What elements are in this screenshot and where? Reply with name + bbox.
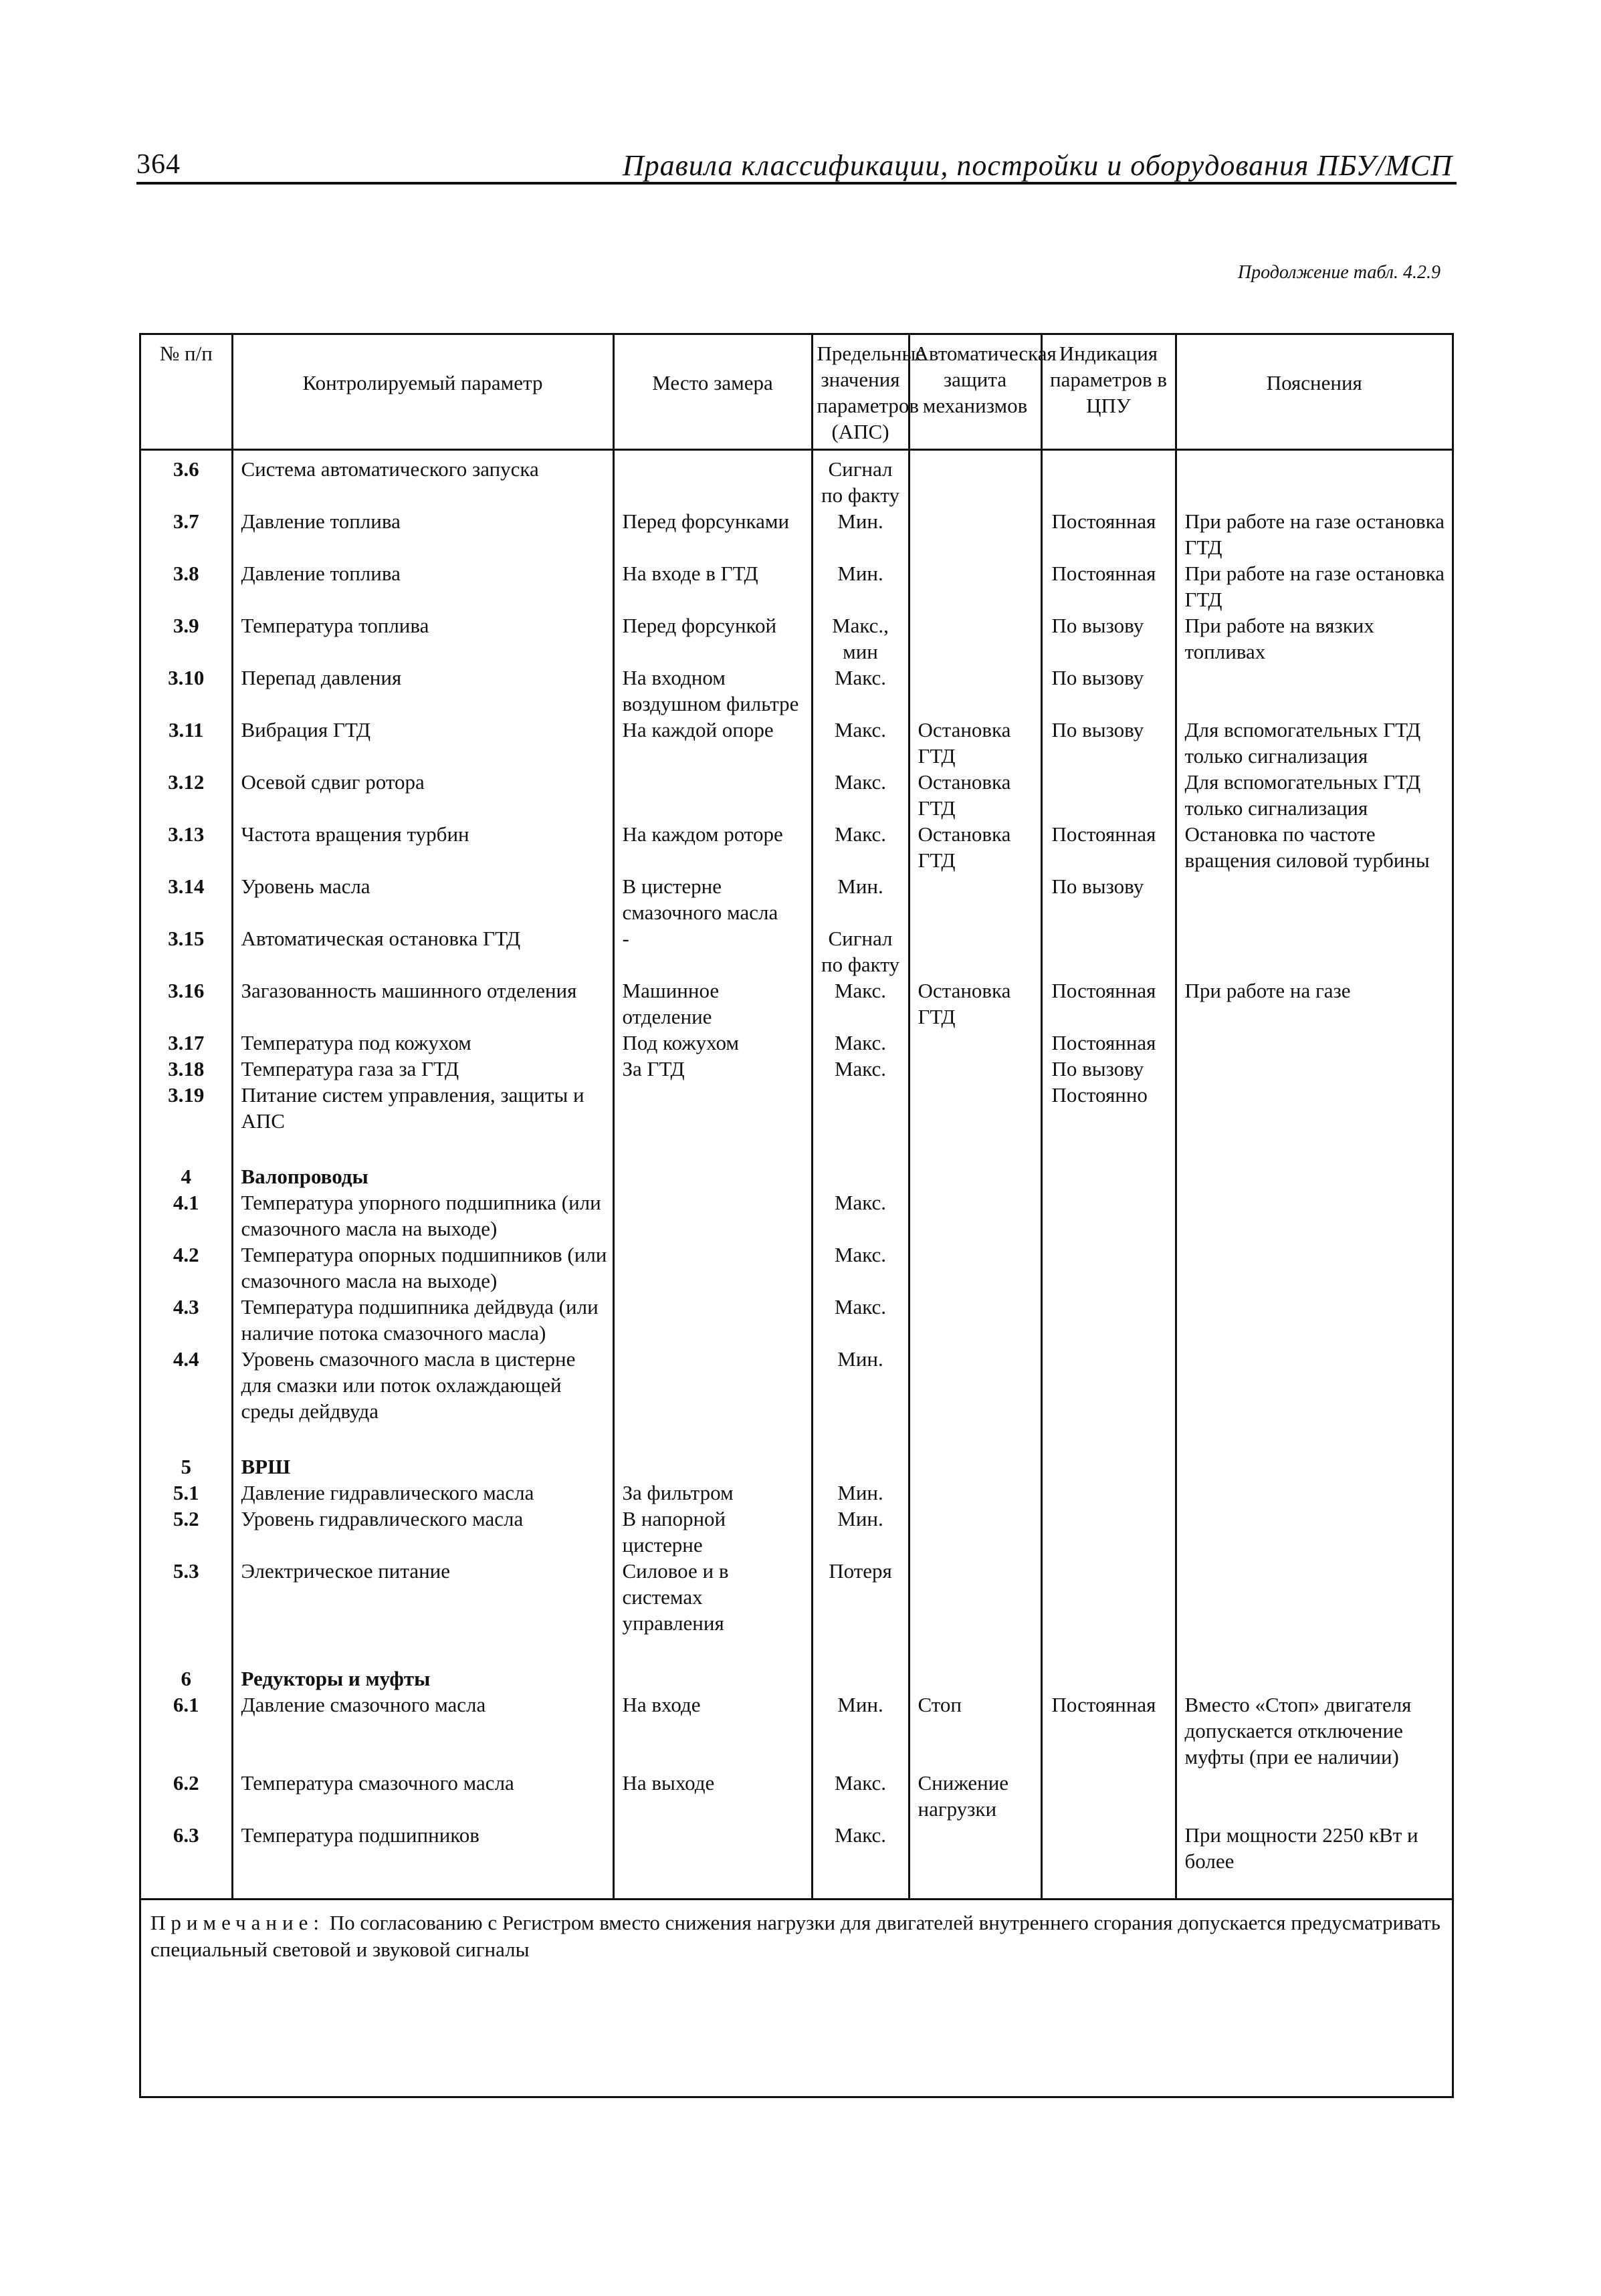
cell-num: 4.2	[141, 1242, 232, 1294]
cell-limit: Макс.	[812, 1030, 909, 1056]
cell-auto	[909, 1082, 1041, 1134]
table-row	[141, 1822, 1452, 1874]
spacer-cell	[141, 1424, 232, 1454]
cell-note: При работе на вязких топливах	[1184, 614, 1374, 663]
cell-limit: Мин.	[812, 873, 909, 925]
cell-limit: Мин.	[812, 1692, 909, 1770]
table-row	[141, 1770, 1452, 1822]
cell-place	[613, 1163, 812, 1189]
cell-auto	[909, 1346, 1041, 1424]
filler-cell	[141, 1874, 232, 1898]
table-row	[141, 1558, 1452, 1636]
spacer-cell	[1041, 1134, 1176, 1163]
cell-limit: Макс.	[812, 821, 909, 873]
cell-num: 3.11	[141, 717, 232, 769]
cell-param: Загазованность машинного отделения	[232, 978, 613, 1030]
cell-note: Для вспомогательных ГТД только сигнализация	[1184, 718, 1421, 768]
cell-limit: Мин.	[812, 508, 909, 560]
cell-place	[613, 1294, 812, 1346]
cell-ind	[1041, 1189, 1176, 1242]
cell-param: Питание систем управления, защиты и АПС	[232, 1082, 613, 1134]
cell-num: 3.9	[141, 612, 232, 665]
cell-note	[1176, 1056, 1452, 1082]
cell-auto: Остановка ГТД	[909, 821, 1041, 873]
cell-note	[1176, 1294, 1452, 1346]
cell-ind: Постоянная	[1041, 821, 1176, 873]
cell-auto	[909, 1163, 1041, 1189]
cell-param: Перепад давления	[232, 665, 613, 717]
header-rule	[136, 182, 1457, 185]
filler-cell	[812, 1874, 909, 1898]
table-row	[141, 1506, 1452, 1558]
cell-note: Вместо «Стоп» двигателя допускается отключение муфты (при ее наличии)	[1184, 1693, 1412, 1768]
table-row	[141, 925, 1452, 978]
cell-num: 3.18	[141, 1056, 232, 1082]
cell-ind: По вызову	[1041, 873, 1176, 925]
cell-param: Редукторы и муфты	[232, 1666, 613, 1692]
spacer-cell	[232, 1424, 613, 1454]
cell-place: Под кожухом	[613, 1030, 812, 1056]
table-row	[141, 873, 1452, 925]
cell-note	[1176, 873, 1452, 925]
cell-place	[613, 1082, 812, 1134]
cell-ind: По вызову	[1041, 1056, 1176, 1082]
cell-note	[1176, 1030, 1452, 1056]
cell-auto: Остановка ГТД	[909, 978, 1041, 1030]
spacer-cell	[232, 1636, 613, 1666]
cell-ind	[1041, 1506, 1176, 1558]
cell-place: На входном воздушном фильтре	[613, 665, 812, 717]
cell-ind: Постоянная	[1041, 978, 1176, 1030]
cell-ind: Постоянная	[1041, 1692, 1176, 1770]
table-row	[141, 1082, 1452, 1134]
filler-cell	[1041, 1874, 1176, 1898]
cell-num: 6.2	[141, 1770, 232, 1822]
cell-ind	[1041, 1346, 1176, 1424]
cell-num: 5.1	[141, 1480, 232, 1506]
cell-auto	[909, 925, 1041, 978]
table-row	[141, 1692, 1452, 1770]
cell-note: Для вспомогательных ГТД только сигнализация	[1184, 770, 1421, 820]
cell-place	[613, 1346, 812, 1424]
table-continuation-caption: Продолжение табл. 4.2.9	[1237, 262, 1440, 283]
cell-limit: Макс.	[812, 769, 909, 821]
cell-place	[613, 769, 812, 821]
cell-ind: По вызову	[1041, 612, 1176, 665]
cell-auto: Остановка ГТД	[909, 717, 1041, 769]
cell-ind	[1041, 1242, 1176, 1294]
cell-num: 3.8	[141, 560, 232, 612]
cell-ind: Постоянно	[1041, 1082, 1176, 1134]
cell-num: 6	[141, 1666, 232, 1692]
cell-auto	[909, 1558, 1041, 1636]
cell-note	[1176, 1770, 1452, 1822]
cell-place: -	[613, 925, 812, 978]
spacer-row	[141, 1424, 1452, 1454]
cell-param: Система автоматического запуска	[232, 450, 613, 509]
cell-num: 3.16	[141, 978, 232, 1030]
table-row	[141, 1294, 1452, 1346]
table-footnote	[141, 1898, 1452, 1972]
spacer-cell	[613, 1424, 812, 1454]
col-header-limit: Предельные значения параметров (АПС)	[812, 335, 909, 450]
cell-limit: Макс., мин	[812, 612, 909, 665]
col-header-num: № п/п	[141, 335, 232, 450]
cell-num: 3.10	[141, 665, 232, 717]
cell-note	[1176, 665, 1452, 717]
spacer-cell	[909, 1424, 1041, 1454]
cell-note	[1176, 925, 1452, 978]
cell-limit	[812, 1082, 909, 1134]
cell-limit	[812, 1163, 909, 1189]
cell-place: В цистерне смазочного масла	[613, 873, 812, 925]
cell-num: 4.3	[141, 1294, 232, 1346]
cell-param: Температура смазочного масла	[232, 1770, 613, 1822]
cell-limit: Макс.	[812, 1294, 909, 1346]
section-heading-row	[141, 1454, 1452, 1480]
cell-place: В напорной цистерне	[613, 1506, 812, 1558]
footnote-label: Примечание:	[150, 1911, 324, 1934]
cell-ind	[1041, 925, 1176, 978]
table-row	[141, 612, 1452, 665]
spacer-cell	[141, 1134, 232, 1163]
cell-num: 3.12	[141, 769, 232, 821]
cell-num: 4.4	[141, 1346, 232, 1424]
cell-auto	[909, 873, 1041, 925]
cell-param: Осевой сдвиг ротора	[232, 769, 613, 821]
filler-row	[141, 1874, 1452, 1898]
table-row	[141, 665, 1452, 717]
cell-num: 3.19	[141, 1082, 232, 1134]
col-header-auto: Автоматическая защита механизмов	[909, 335, 1041, 450]
cell-ind	[1041, 450, 1176, 509]
spacer-cell	[812, 1134, 909, 1163]
cell-num: 6.1	[141, 1692, 232, 1770]
table-row	[141, 717, 1452, 769]
table-row	[141, 1030, 1452, 1056]
cell-param: Давление смазочного масла	[232, 1692, 613, 1770]
cell-note	[1176, 1454, 1452, 1480]
filler-cell	[613, 1874, 812, 1898]
section-heading-row	[141, 1163, 1452, 1189]
cell-param: Температура топлива	[232, 612, 613, 665]
cell-num: 3.6	[141, 450, 232, 509]
cell-auto	[909, 1666, 1041, 1692]
spacer-cell	[1176, 1636, 1452, 1666]
cell-auto: Стоп	[909, 1692, 1041, 1770]
cell-ind: Постоянная	[1041, 508, 1176, 560]
cell-param: Частота вращения турбин	[232, 821, 613, 873]
cell-ind	[1041, 1163, 1176, 1189]
cell-note	[1176, 1346, 1452, 1424]
cell-ind	[1041, 1666, 1176, 1692]
cell-auto	[909, 1480, 1041, 1506]
spacer-cell	[613, 1636, 812, 1666]
cell-limit: Сигнал по факту	[812, 450, 909, 509]
spacer-row	[141, 1134, 1452, 1163]
cell-param: Уровень масла	[232, 873, 613, 925]
parameters-table	[139, 333, 1454, 2098]
page-number: 364	[136, 149, 181, 180]
cell-note	[1176, 1506, 1452, 1558]
table-row	[141, 508, 1452, 560]
table-row	[141, 1056, 1452, 1082]
cell-auto	[909, 1506, 1041, 1558]
spacer-row	[141, 1636, 1452, 1666]
cell-limit: Сигнал по факту	[812, 925, 909, 978]
spacer-cell	[1176, 1134, 1452, 1163]
cell-auto: Снижение нагрузки	[909, 1770, 1041, 1822]
cell-num: 3.13	[141, 821, 232, 873]
cell-auto	[909, 1242, 1041, 1294]
cell-auto	[909, 612, 1041, 665]
filler-cell	[909, 1874, 1041, 1898]
cell-param: Электрическое питание	[232, 1558, 613, 1636]
cell-num: 4	[141, 1163, 232, 1189]
cell-auto	[909, 1454, 1041, 1480]
cell-ind	[1041, 1558, 1176, 1636]
cell-limit: Макс.	[812, 1822, 909, 1874]
cell-note	[1176, 1480, 1452, 1506]
table-row	[141, 769, 1452, 821]
cell-place	[613, 1454, 812, 1480]
cell-place	[613, 1242, 812, 1294]
footnote-text: По согласованию с Регистром вместо снижения нагрузки для двигателей внутреннего сгорания допускается предусматривать специальный световой и звуковой сигналы	[150, 1911, 1440, 1961]
cell-ind: Постоянная	[1041, 560, 1176, 612]
spacer-cell	[909, 1636, 1041, 1666]
spacer-cell	[1041, 1636, 1176, 1666]
cell-place: На входе в ГТД	[613, 560, 812, 612]
spacer-cell	[1176, 1424, 1452, 1454]
table-row	[141, 1346, 1452, 1424]
cell-limit: Мин.	[812, 1506, 909, 1558]
cell-param: Температура под кожухом	[232, 1030, 613, 1056]
cell-limit: Макс.	[812, 665, 909, 717]
cell-num: 5	[141, 1454, 232, 1480]
table-row	[141, 560, 1452, 612]
cell-limit: Макс.	[812, 717, 909, 769]
cell-limit: Потеря	[812, 1558, 909, 1636]
cell-limit: Макс.	[812, 1770, 909, 1822]
cell-auto	[909, 560, 1041, 612]
table-row	[141, 450, 1452, 509]
cell-note: При мощности 2250 кВт и более	[1184, 1823, 1418, 1873]
cell-auto	[909, 1822, 1041, 1874]
col-header-param: Контролируемый параметр	[232, 335, 613, 450]
cell-auto	[909, 1294, 1041, 1346]
cell-auto	[909, 665, 1041, 717]
table-row	[141, 821, 1452, 873]
cell-param: Уровень смазочного масла в цистерне для смазки или поток охлаждающей среды дейдвуда	[232, 1346, 613, 1424]
cell-note	[1176, 1242, 1452, 1294]
cell-note: Остановка по частоте вращения силовой турбины	[1184, 822, 1430, 872]
cell-note: При работе на газе	[1184, 979, 1351, 1002]
cell-place: Машинное отделение	[613, 978, 812, 1030]
table-body	[141, 450, 1452, 1899]
cell-note	[1176, 450, 1452, 509]
cell-param: Давление топлива	[232, 508, 613, 560]
cell-num: 6.3	[141, 1822, 232, 1874]
cell-limit: Макс.	[812, 1189, 909, 1242]
cell-place: За ГТД	[613, 1056, 812, 1082]
cell-ind	[1041, 1770, 1176, 1822]
cell-param: Давление топлива	[232, 560, 613, 612]
cell-auto: Остановка ГТД	[909, 769, 1041, 821]
cell-num: 3.7	[141, 508, 232, 560]
cell-place: Перед форсунками	[613, 508, 812, 560]
cell-ind: По вызову	[1041, 717, 1176, 769]
table-row	[141, 1480, 1452, 1506]
cell-num: 3.15	[141, 925, 232, 978]
col-header-note: Пояснения	[1176, 335, 1452, 450]
cell-param: Температура опорных подшипников (или смазочного масла на выходе)	[232, 1242, 613, 1294]
table-row	[141, 1242, 1452, 1294]
cell-auto	[909, 1189, 1041, 1242]
cell-num: 5.3	[141, 1558, 232, 1636]
spacer-cell	[141, 1636, 232, 1666]
cell-num: 4.1	[141, 1189, 232, 1242]
cell-note	[1176, 1163, 1452, 1189]
cell-note: При работе на газе остановка ГТД	[1184, 509, 1445, 559]
cell-num: 3.14	[141, 873, 232, 925]
cell-param: Температура подшипников	[232, 1822, 613, 1874]
cell-place: На выходе	[613, 1770, 812, 1822]
cell-note	[1176, 1082, 1452, 1134]
col-header-place: Место замера	[613, 335, 812, 450]
cell-auto	[909, 1030, 1041, 1056]
cell-limit	[812, 1454, 909, 1480]
cell-num: 3.17	[141, 1030, 232, 1056]
cell-ind	[1041, 1480, 1176, 1506]
filler-cell	[1176, 1874, 1452, 1898]
section-heading-row	[141, 1666, 1452, 1692]
cell-param: Температура упорного подшипника (или смазочного масла на выходе)	[232, 1189, 613, 1242]
cell-param: ВРШ	[232, 1454, 613, 1480]
cell-place: На входе	[613, 1692, 812, 1770]
spacer-cell	[812, 1424, 909, 1454]
cell-param: Автоматическая остановка ГТД	[232, 925, 613, 978]
cell-note: При работе на газе остановка ГТД	[1184, 562, 1445, 611]
cell-limit: Мин.	[812, 1480, 909, 1506]
running-title: Правила классификации, постройки и оборудования ПБУ/МСП	[622, 149, 1453, 182]
cell-ind	[1041, 1454, 1176, 1480]
cell-ind	[1041, 1822, 1176, 1874]
filler-cell	[232, 1874, 613, 1898]
cell-limit: Макс.	[812, 1056, 909, 1082]
cell-limit: Макс.	[812, 1242, 909, 1294]
cell-auto	[909, 508, 1041, 560]
cell-limit: Мин.	[812, 1346, 909, 1424]
cell-param: Температура газа за ГТД	[232, 1056, 613, 1082]
spacer-cell	[613, 1134, 812, 1163]
cell-limit: Мин.	[812, 560, 909, 612]
cell-param: Температура подшипника дейдвуда (или наличие потока смазочного масла)	[232, 1294, 613, 1346]
cell-place	[613, 1189, 812, 1242]
cell-ind	[1041, 769, 1176, 821]
cell-num: 5.2	[141, 1506, 232, 1558]
cell-place: Перед форсункой	[613, 612, 812, 665]
table-header-row	[141, 335, 1452, 450]
cell-place	[613, 450, 812, 509]
cell-note	[1176, 1558, 1452, 1636]
cell-place: Силовое и в системах управления	[613, 1558, 812, 1636]
cell-note	[1176, 1666, 1452, 1692]
cell-auto	[909, 1056, 1041, 1082]
cell-note	[1176, 1189, 1452, 1242]
cell-auto	[909, 450, 1041, 509]
cell-place: На каждом роторе	[613, 821, 812, 873]
cell-place: На каждой опоре	[613, 717, 812, 769]
cell-ind	[1041, 1294, 1176, 1346]
cell-ind: По вызову	[1041, 665, 1176, 717]
cell-param: Валопроводы	[232, 1163, 613, 1189]
spacer-cell	[812, 1636, 909, 1666]
cell-place	[613, 1822, 812, 1874]
cell-place	[613, 1666, 812, 1692]
cell-limit: Макс.	[812, 978, 909, 1030]
cell-limit	[812, 1666, 909, 1692]
cell-param: Уровень гидравлического масла	[232, 1506, 613, 1558]
table-row	[141, 978, 1452, 1030]
cell-param: Вибрация ГТД	[232, 717, 613, 769]
cell-ind: Постоянная	[1041, 1030, 1176, 1056]
parameters-grid	[141, 335, 1452, 1898]
cell-place: За фильтром	[613, 1480, 812, 1506]
table-row	[141, 1189, 1452, 1242]
cell-param: Давление гидравлического масла	[232, 1480, 613, 1506]
col-header-ind: Индикация параметров в ЦПУ	[1041, 335, 1176, 450]
spacer-cell	[232, 1134, 613, 1163]
spacer-cell	[909, 1134, 1041, 1163]
spacer-cell	[1041, 1424, 1176, 1454]
